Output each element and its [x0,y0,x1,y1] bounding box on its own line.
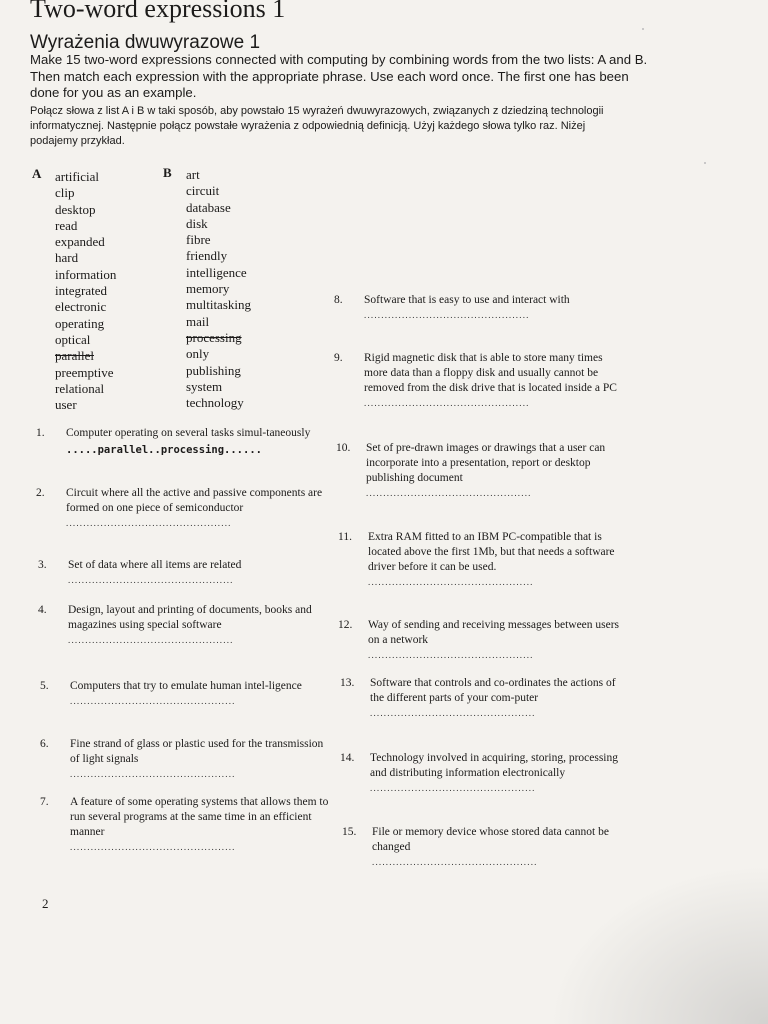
list-b-word: system [186,378,223,394]
question-text: Set of data where all items are related [68,559,242,571]
list-a-word: clip [55,185,75,201]
question-number: 14. [340,752,355,764]
question-number: 9. [334,352,343,364]
question-number: 6. [40,738,49,750]
answer-line[interactable]: ................................................ [70,696,236,706]
question-text: Way of sending and receiving messages between users on a network [368,619,620,646]
question-text: Design, layout and printing of documents, books and magazines using special software [68,604,312,631]
list-b-word: fibre [186,232,211,248]
question-number: 10. [336,442,351,454]
question-number: 4. [38,604,47,616]
list-b-word: processing [186,329,242,345]
answer-line[interactable]: ................................................ [364,398,530,408]
page-title: Two-word expressions 1 [30,0,286,23]
list-a-word: expanded [55,234,105,250]
question-text: Rigid magnetic disk that is able to store many times more data than a floppy disk and usually cannot be removed from the disk drive that is located inside a PC [364,352,617,394]
answer-line[interactable]: ................................................ [70,842,236,852]
answer-line[interactable]: ................................................ [68,575,234,585]
page-subtitle: Wyrażenia dwuwyrazowe 1 [30,32,261,53]
list-b-word: technology [186,395,244,411]
answer-line[interactable]: ................................................ [370,783,536,793]
list-a-label: A [32,166,42,181]
question-number: 15. [342,826,357,838]
question-text: Computers that try to emulate human intel-ligence [70,680,302,692]
list-a-word: user [55,397,77,413]
list-a-word: integrated [55,283,107,299]
list-a-word: operating [55,315,105,331]
question-number: 1. [36,427,45,439]
answer-line[interactable]: ................................................ [364,310,530,320]
list-a-word: hard [55,250,79,266]
word-list-a [55,169,116,413]
list-b-word: memory [186,281,230,297]
answer-line[interactable]: ................................................ [68,635,234,645]
question-text: Extra RAM fitted to an IBM PC-compatible that is located above the first 1Mb, but that needs a software driver before it can be used. [368,531,615,573]
scan-speck [704,162,706,164]
list-a-word: parallel [55,348,94,364]
question-number: 13. [340,677,355,689]
list-a-word: preemptive [55,364,114,380]
list-b-word: disk [186,215,208,231]
scan-shadow [548,864,768,1024]
list-a-word: read [55,217,78,233]
list-b-word: multitasking [186,297,251,313]
list-a-word: optical [55,331,91,347]
question-text: Set of pre-drawn images or drawings that a user can incorporate into a presentation, report or desktop publishing document [366,442,606,484]
list-b-word: friendly [186,248,228,264]
question-text: Technology involved in acquiring, storing, processing and distributing information electronically [370,752,618,779]
answer-line[interactable]: ................................................ [370,708,536,718]
question-number: 11. [338,531,352,543]
question-number: 8. [334,294,343,306]
instructions-polish: Połącz słowa z list A i B w taki sposób, aby powstało 15 wyrażeń dwuwyrazowych, związanych z dziedziną technologii informatycznej. Następnie połącz powstałe wyrażenia z odpowiednią definicją. Użyj każdego słowa tylko raz. Niżej podajemy przykład. [30,105,604,147]
question-text: Circuit where all the active and passive components are formed on one piece of semiconductor [66,487,323,514]
page-number: 2 [42,896,49,911]
instructions-english: Make 15 two-word expressions connected with computing by combining words from the two lists: A and B. Then match each expression with the appropriate phrase. Use each word once. The first one has been done for you as an example. [30,52,648,100]
list-a-word: desktop [55,201,96,217]
question-number: 12. [338,619,353,631]
list-b-word: only [186,346,210,362]
list-b-word: intelligence [186,264,247,280]
question-number: 3. [38,559,47,571]
question-text: Fine strand of glass or plastic used for the transmission of light signals [70,738,324,765]
list-a-word: information [55,266,117,282]
question-number: 5. [40,680,49,692]
question-number: 7. [40,796,49,808]
list-b-word: art [186,167,200,182]
list-b-word: mail [186,313,210,329]
list-b-word: publishing [186,362,241,378]
word-list-b [186,167,251,411]
scan-speck [642,28,644,30]
question-text: A feature of some operating systems that allows them to run several programs at the same time in an efficient manner [70,796,329,838]
list-a-word: relational [55,380,105,396]
list-a-word: artificial [55,169,100,184]
answer-line[interactable]: ................................................ [366,488,532,498]
answer-line[interactable]: ................................................ [372,857,538,867]
question-text: Software that is easy to use and interact with [364,294,570,306]
list-a-word: electronic [55,299,107,315]
question-text: Computer operating on several tasks simul-taneously [66,427,311,439]
answer-line[interactable]: ................................................ [368,577,534,587]
question-text: Software that controls and co-ordinates the actions of the different parts of your com-puter [370,677,616,704]
example-answer: .....parallel..processing...... [66,444,262,456]
answer-line[interactable]: ................................................ [368,650,534,660]
list-b-word: database [186,199,231,215]
list-b-label: B [163,165,172,180]
list-b-word: circuit [186,183,220,199]
answer-line[interactable]: ................................................ [66,518,232,528]
answer-line[interactable]: ................................................ [70,769,236,779]
question-number: 2. [36,487,45,499]
question-text: File or memory device whose stored data cannot be changed [372,826,609,853]
